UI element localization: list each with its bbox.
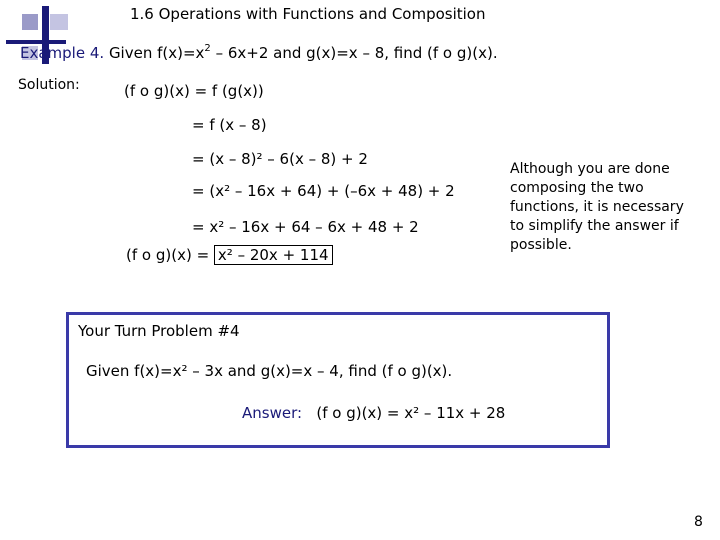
header-decoration-square: [22, 14, 38, 30]
page-number: 8: [694, 514, 703, 530]
solution-label: Solution:: [18, 77, 80, 93]
solution-step-4: = (x² – 16x + 64) + (–6x + 48) + 2: [192, 182, 455, 200]
final-answer-box: x² – 20x + 114: [214, 245, 333, 265]
example-statement: [20, 44, 498, 62]
slide-title: 1.6 Operations with Functions and Composition: [130, 5, 486, 23]
solution-step-5: = x² – 16x + 64 – 6x + 48 + 2: [192, 218, 419, 236]
example-label: Example 4.: [20, 44, 105, 62]
answer-value: (f o g)(x) = x² – 11x + 28: [316, 404, 506, 422]
solution-step-2: = f (x – 8): [192, 116, 267, 134]
your-turn-problem: Given f(x)=x² – 3x and g(x)=x – 4, find (f o g)(x).: [86, 362, 453, 380]
final-lhs: (f o g)(x) =: [126, 246, 214, 264]
answer-label: Answer:: [242, 404, 303, 422]
solution-step-3: = (x – 8)² – 6(x – 8) + 2: [192, 150, 368, 168]
explanatory-note: Although you are done composing the two functions, it is necessary to simplify the answer if possible.: [510, 161, 684, 253]
your-turn-label: Your Turn Problem #4: [78, 322, 240, 340]
solution-step-1: (f o g)(x) = f (g(x)): [124, 82, 264, 100]
header-decoration-square: [50, 14, 68, 30]
solution-final: [126, 246, 333, 264]
your-turn-answer: [242, 404, 505, 422]
example-problem: Given $f(x)=x^2 - 6x+2$ and g(x)=x – 8, find (f o g)(x).: [108, 43, 498, 62]
